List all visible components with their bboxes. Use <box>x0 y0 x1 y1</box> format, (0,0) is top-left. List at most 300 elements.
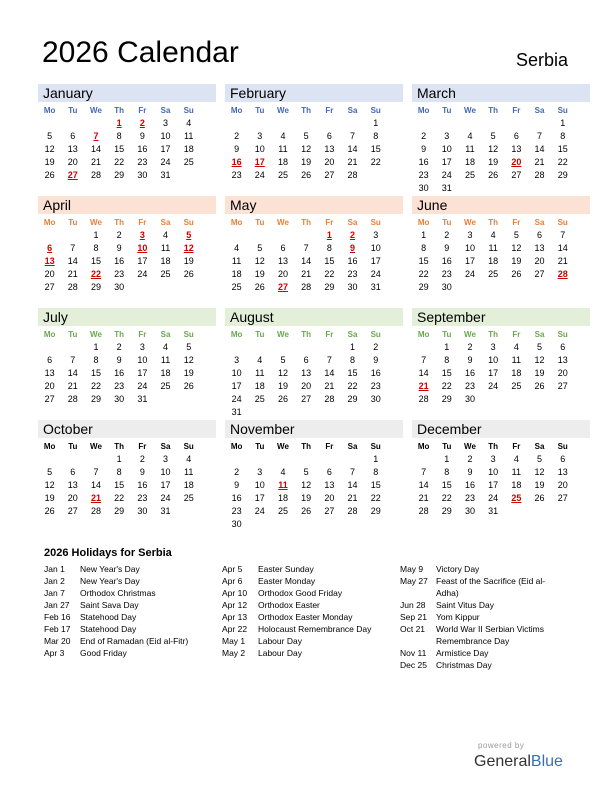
day-cell: 23 <box>347 269 358 279</box>
weekday-label: Th <box>488 218 499 227</box>
day-cell: 9 <box>116 243 122 253</box>
holiday-item <box>44 575 214 587</box>
day-cell <box>271 406 294 419</box>
weekday-label: Fr <box>512 442 521 451</box>
day-cell: 18 <box>231 269 242 279</box>
day-cell: 4 <box>257 355 263 365</box>
week-row <box>225 130 403 143</box>
month-name: April <box>38 196 216 214</box>
month-october <box>38 420 216 532</box>
weekday-label: Tu <box>255 218 265 227</box>
week-row <box>412 367 590 380</box>
day-cell: 1 <box>373 118 379 128</box>
holiday-item <box>44 635 214 647</box>
weekday-label: Mo <box>417 106 430 115</box>
holiday-name: End of Ramadan (Eid al-Fitr) <box>80 636 189 646</box>
day-cell: 16 <box>464 480 475 490</box>
day-cell: 18 <box>464 157 475 167</box>
weekday-label: Mo <box>230 330 243 339</box>
day-cell: 19 <box>488 157 499 167</box>
day-cell <box>364 406 387 419</box>
day-cell: 31 <box>160 506 171 516</box>
day-cell: 6 <box>280 243 286 253</box>
day-cell: 7 <box>70 355 76 365</box>
day-cell: 23 <box>137 157 148 167</box>
day-cell <box>225 117 248 130</box>
day-cell <box>271 117 294 130</box>
week-row <box>225 229 403 242</box>
day-cell: 15 <box>418 256 429 266</box>
week-row <box>38 466 216 479</box>
holiday-name: Orthodox Good Friday <box>258 588 343 598</box>
day-cell <box>458 281 481 294</box>
weekday-label: Fr <box>138 218 147 227</box>
day-cell: 31 <box>488 506 499 516</box>
day-cell <box>248 518 271 531</box>
day-cell: 27 <box>557 493 568 503</box>
day-cell: 20 <box>534 256 545 266</box>
day-cell <box>528 281 551 294</box>
day-cell: 9 <box>373 355 379 365</box>
day-cell: 5 <box>186 342 192 352</box>
weekday-label: Mo <box>230 218 243 227</box>
weekday-label: We <box>277 442 289 451</box>
week-row <box>225 453 403 466</box>
day-cell: 30 <box>464 394 475 404</box>
weekday-label: Sa <box>534 442 545 451</box>
day-cell: 28 <box>418 394 429 404</box>
holiday-name: Easter Monday <box>258 576 316 586</box>
week-row <box>412 354 590 367</box>
week-row <box>412 453 590 466</box>
day-cell: 24 <box>137 269 148 279</box>
weekday-label: We <box>464 442 476 451</box>
week-row <box>412 156 590 169</box>
day-cell: 24 <box>488 381 499 391</box>
day-cell <box>295 229 318 242</box>
day-cell: 24 <box>441 170 452 180</box>
weekday-label: We <box>90 442 102 451</box>
day-cell: 15 <box>347 368 358 378</box>
day-cell: 21 <box>67 381 78 391</box>
day-cell: 17 <box>488 368 499 378</box>
day-cell: 18 <box>254 381 265 391</box>
day-cell: 26 <box>534 381 545 391</box>
weekday-label: Th <box>301 106 312 115</box>
day-cell <box>84 453 107 466</box>
day-cell: 5 <box>47 131 53 141</box>
month-name: February <box>225 84 403 102</box>
day-cell <box>295 406 318 419</box>
week-row <box>38 169 216 182</box>
day-cell <box>364 169 387 182</box>
day-cell: 10 <box>254 144 265 154</box>
day-cell: 12 <box>277 368 288 378</box>
day-cell <box>177 393 200 406</box>
day-cell: 9 <box>444 243 450 253</box>
day-cell <box>505 182 528 195</box>
day-cell: 6 <box>70 467 76 477</box>
day-cell: 1 <box>350 342 356 352</box>
day-cell: 14 <box>67 256 78 266</box>
day-cell: 12 <box>534 467 545 477</box>
weekday-header <box>38 104 216 117</box>
day-cell: 12 <box>511 243 522 253</box>
day-cell: 24 <box>160 493 171 503</box>
month-january <box>38 84 216 196</box>
week-row <box>38 130 216 143</box>
week-row <box>412 143 590 156</box>
holiday-date: Jun 28 <box>400 600 426 610</box>
day-cell: 5 <box>303 467 309 477</box>
holiday-name: Statehood Day <box>80 612 137 622</box>
day-cell: 6 <box>47 243 53 253</box>
weekday-label: Mo <box>43 106 56 115</box>
day-cell: 28 <box>90 170 101 180</box>
holiday-date: Apr 13 <box>222 612 248 622</box>
day-cell: 7 <box>421 467 427 477</box>
weekday-label: Su <box>557 106 568 115</box>
day-cell: 10 <box>464 243 475 253</box>
day-cell: 9 <box>350 243 356 253</box>
weekday-label: Mo <box>43 442 56 451</box>
day-cell: 4 <box>186 118 192 128</box>
weekday-header <box>225 104 403 117</box>
holiday-item <box>222 599 392 611</box>
weekday-header <box>412 104 590 117</box>
weekday-header <box>412 216 590 229</box>
day-cell: 4 <box>513 342 519 352</box>
holiday-date: Dec 25 <box>400 660 427 670</box>
day-cell: 23 <box>418 170 429 180</box>
day-cell: 13 <box>324 144 335 154</box>
day-cell: 2 <box>234 467 240 477</box>
month-march <box>412 84 590 196</box>
weekday-label: We <box>90 330 102 339</box>
month-february <box>225 84 403 196</box>
holiday-name: Good Friday <box>80 648 127 658</box>
day-cell: 27 <box>511 170 522 180</box>
day-cell: 25 <box>488 269 499 279</box>
month-name: August <box>225 308 403 326</box>
day-cell: 15 <box>370 480 381 490</box>
day-cell: 14 <box>418 480 429 490</box>
holiday-item <box>44 611 214 623</box>
day-cell: 12 <box>254 256 265 266</box>
holiday-name: Orthodox Easter <box>258 600 320 610</box>
day-cell: 6 <box>303 355 309 365</box>
weekday-label: Mo <box>417 218 430 227</box>
weekday-label: Sa <box>347 218 358 227</box>
day-cell: 5 <box>303 131 309 141</box>
day-cell: 11 <box>465 144 475 154</box>
week-row <box>38 453 216 466</box>
day-cell <box>38 453 61 466</box>
holiday-item <box>44 587 214 599</box>
day-cell: 19 <box>511 256 522 266</box>
week-row <box>412 169 590 182</box>
weekday-label: Mo <box>417 330 430 339</box>
day-cell: 12 <box>488 144 499 154</box>
week-row <box>225 143 403 156</box>
holiday-column <box>400 563 560 671</box>
holiday-date: May 27 <box>400 576 428 586</box>
weekday-label: Su <box>183 330 194 339</box>
holiday-name: Orthodox Christmas <box>80 588 156 598</box>
day-cell: 20 <box>324 493 335 503</box>
day-cell <box>61 341 84 354</box>
day-cell: 22 <box>441 381 452 391</box>
day-cell: 31 <box>441 183 452 193</box>
day-cell: 1 <box>373 454 379 464</box>
day-cell: 26 <box>511 269 522 279</box>
holiday-date: Oct 21 <box>400 624 426 634</box>
day-cell: 7 <box>350 131 356 141</box>
holiday-item <box>400 575 560 599</box>
day-cell: 15 <box>441 480 452 490</box>
day-cell: 16 <box>137 144 148 154</box>
day-cell: 20 <box>44 381 55 391</box>
day-cell: 25 <box>511 381 522 391</box>
day-cell <box>295 117 318 130</box>
day-cell: 16 <box>347 256 358 266</box>
day-cell: 16 <box>137 480 148 490</box>
weekday-label: Th <box>114 218 125 227</box>
day-cell: 11 <box>160 355 171 365</box>
month-may <box>225 196 403 308</box>
day-cell: 7 <box>350 467 356 477</box>
day-cell: 2 <box>350 230 356 240</box>
holiday-column <box>222 563 392 659</box>
weekday-label: Th <box>488 442 499 451</box>
day-cell: 6 <box>70 131 76 141</box>
day-cell <box>482 117 505 130</box>
day-cell: 1 <box>93 342 99 352</box>
week-row <box>412 393 590 406</box>
day-cell: 23 <box>441 269 452 279</box>
day-cell: 4 <box>186 454 192 464</box>
calendar-grid <box>38 84 574 536</box>
day-cell: 10 <box>231 368 242 378</box>
day-cell: 12 <box>534 355 545 365</box>
week-row <box>412 505 590 518</box>
day-cell: 29 <box>418 282 429 292</box>
day-cell: 2 <box>116 342 122 352</box>
day-cell: 31 <box>231 407 242 417</box>
month-july <box>38 308 216 420</box>
day-cell <box>505 117 528 130</box>
day-cell <box>318 406 341 419</box>
day-cell: 1 <box>116 118 122 128</box>
holiday-date: Nov 11 <box>400 648 427 658</box>
week-row <box>412 380 590 393</box>
week-row <box>412 182 590 195</box>
day-cell: 9 <box>467 355 473 365</box>
month-name: January <box>38 84 216 102</box>
day-cell: 25 <box>183 157 194 167</box>
day-cell <box>225 341 248 354</box>
holiday-item <box>44 647 214 659</box>
day-cell: 28 <box>557 269 568 279</box>
week-row <box>38 143 216 156</box>
day-cell: 14 <box>347 144 358 154</box>
week-row <box>225 156 403 169</box>
holiday-date: Apr 10 <box>222 588 248 598</box>
weekday-label: Sa <box>160 330 171 339</box>
weekday-label: Mo <box>43 218 56 227</box>
holiday-date: Apr 3 <box>44 648 65 658</box>
holiday-item <box>44 599 214 611</box>
day-cell: 25 <box>464 170 475 180</box>
holiday-name: Statehood Day <box>80 624 137 634</box>
weekday-label: We <box>464 106 476 115</box>
day-cell: 12 <box>301 144 312 154</box>
holiday-item <box>400 623 560 647</box>
day-cell <box>528 182 551 195</box>
holiday-item <box>400 647 560 659</box>
day-cell: 17 <box>488 480 499 490</box>
day-cell: 28 <box>534 170 545 180</box>
holiday-item <box>222 563 392 575</box>
day-cell: 10 <box>137 355 148 365</box>
day-cell: 18 <box>160 256 171 266</box>
weekday-label: Mo <box>230 442 243 451</box>
day-cell: 23 <box>114 269 125 279</box>
day-cell: 7 <box>303 243 309 253</box>
day-cell: 24 <box>231 394 242 404</box>
day-cell <box>458 182 481 195</box>
weekday-label: Sa <box>160 442 171 451</box>
holiday-date: May 2 <box>222 648 246 658</box>
weekday-label: Mo <box>43 330 56 339</box>
day-cell: 30 <box>347 282 358 292</box>
day-cell <box>482 281 505 294</box>
week-row <box>225 255 403 268</box>
day-cell: 18 <box>511 368 522 378</box>
day-cell <box>505 393 528 406</box>
day-cell: 17 <box>441 157 452 167</box>
week-row <box>38 117 216 130</box>
day-cell <box>318 341 341 354</box>
day-cell: 12 <box>44 480 55 490</box>
day-cell: 27 <box>301 394 312 404</box>
weekday-label: We <box>277 330 289 339</box>
day-cell <box>248 406 271 419</box>
day-cell: 8 <box>373 131 379 141</box>
day-cell: 25 <box>160 381 171 391</box>
weekday-label: Tu <box>68 330 78 339</box>
day-cell: 26 <box>534 493 545 503</box>
week-row <box>225 367 403 380</box>
week-row <box>225 518 403 531</box>
day-cell: 16 <box>464 368 475 378</box>
week-row <box>38 479 216 492</box>
day-cell: 13 <box>557 467 568 477</box>
day-cell: 18 <box>277 157 288 167</box>
weekday-label: Tu <box>442 218 452 227</box>
day-cell: 20 <box>511 157 522 167</box>
week-row <box>412 492 590 505</box>
day-cell: 11 <box>278 480 288 490</box>
holiday-name: Yom Kippur <box>436 612 480 622</box>
day-cell: 29 <box>347 394 358 404</box>
day-cell <box>225 453 248 466</box>
day-cell <box>271 518 294 531</box>
holiday-date: Jan 27 <box>44 600 70 610</box>
day-cell <box>61 453 84 466</box>
day-cell: 22 <box>557 157 568 167</box>
weekday-header <box>225 328 403 341</box>
day-cell: 15 <box>370 144 381 154</box>
weekday-header <box>38 216 216 229</box>
weekday-label: We <box>90 218 102 227</box>
day-cell: 13 <box>277 256 288 266</box>
day-cell: 13 <box>301 368 312 378</box>
day-cell: 2 <box>116 230 122 240</box>
day-cell <box>458 117 481 130</box>
day-cell: 21 <box>534 157 545 167</box>
day-cell: 30 <box>464 506 475 516</box>
day-cell: 20 <box>557 480 568 490</box>
weekday-label: Fr <box>138 330 147 339</box>
weekday-header <box>38 328 216 341</box>
day-cell: 29 <box>90 394 101 404</box>
month-name: May <box>225 196 403 214</box>
day-cell: 13 <box>534 243 545 253</box>
day-cell: 15 <box>557 144 568 154</box>
week-row <box>412 255 590 268</box>
day-cell: 28 <box>347 506 358 516</box>
day-cell: 2 <box>139 118 145 128</box>
weekday-label: Fr <box>325 442 334 451</box>
weekday-label: Su <box>557 330 568 339</box>
day-cell: 19 <box>534 480 545 490</box>
day-cell: 26 <box>301 506 312 516</box>
day-cell: 20 <box>557 368 568 378</box>
holiday-name: Orthodox Easter Monday <box>258 612 353 622</box>
day-cell <box>38 341 61 354</box>
day-cell: 9 <box>116 355 122 365</box>
day-cell: 29 <box>441 506 452 516</box>
day-cell: 9 <box>234 144 240 154</box>
holiday-date: Feb 17 <box>44 624 71 634</box>
day-cell: 30 <box>137 170 148 180</box>
day-cell: 11 <box>160 243 171 253</box>
day-cell <box>177 169 200 182</box>
holiday-date: May 1 <box>222 636 246 646</box>
week-row <box>412 281 590 294</box>
month-name: June <box>412 196 590 214</box>
day-cell: 20 <box>301 381 312 391</box>
day-cell: 11 <box>255 368 265 378</box>
day-cell <box>248 117 271 130</box>
week-row <box>225 466 403 479</box>
day-cell: 3 <box>163 454 169 464</box>
day-cell: 11 <box>511 355 522 365</box>
day-cell: 22 <box>441 493 452 503</box>
week-row <box>412 466 590 479</box>
day-cell: 29 <box>557 170 568 180</box>
day-cell: 8 <box>560 131 566 141</box>
day-cell: 23 <box>464 381 475 391</box>
day-cell: 11 <box>278 144 288 154</box>
day-cell: 4 <box>163 342 169 352</box>
day-cell: 22 <box>370 157 381 167</box>
day-cell: 16 <box>370 368 381 378</box>
day-cell: 22 <box>324 269 335 279</box>
holiday-date: Jan 2 <box>44 576 65 586</box>
day-cell: 6 <box>47 355 53 365</box>
